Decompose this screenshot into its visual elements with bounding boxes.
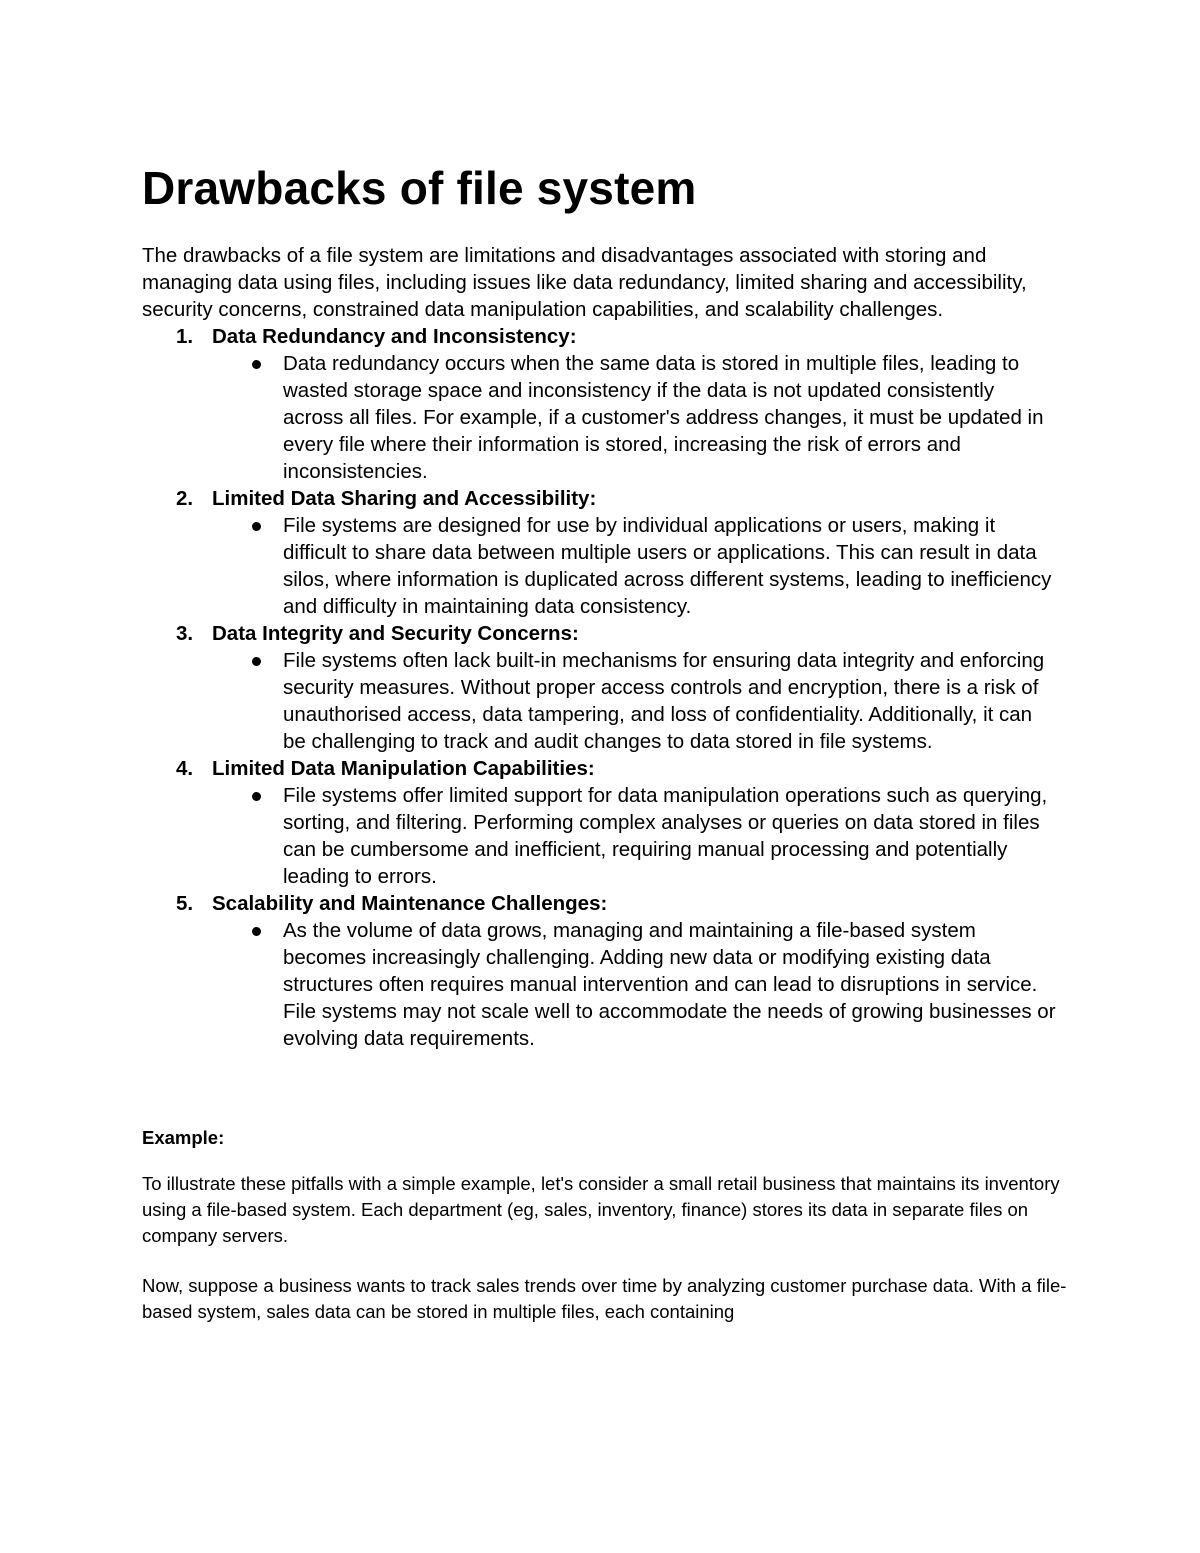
- item-heading-text: Scalability and Maintenance Challenges: [212, 892, 601, 915]
- drawbacks-list: [142, 323, 1072, 1052]
- item-number: 4.: [176, 757, 194, 780]
- list-item: [142, 755, 1072, 890]
- item-heading: [142, 323, 1072, 350]
- item-colon: :: [600, 892, 608, 915]
- bullet-icon: [252, 657, 261, 666]
- bullet-icon: [252, 360, 261, 369]
- bullet-text: Data redundancy occurs when the same data is stored in multiple files, leading to wasted storage space and inconsistency if the data is not updated consistently across all files. For example, if a customer's address changes, it must be updated in every file where their information is stored, increasing the risk of errors and inconsistencies.: [283, 352, 1044, 483]
- example-paragraph: Now, suppose a business wants to track sales trends over time by analyzing customer purchase data. With a file-based system, sales data can be stored in multiple files, each containing: [142, 1275, 1067, 1322]
- bullet-text: File systems are designed for use by individual applications or users, making it difficult to share data between multiple users or applications. This can result in data silos, where information is duplicated across different systems, leading to inefficiency and difficulty in maintaining data consistency.: [283, 514, 1052, 618]
- item-number: 2.: [176, 487, 194, 510]
- bullet-icon: [252, 792, 261, 801]
- item-heading-text: Limited Data Sharing and Accessibility: [212, 487, 590, 510]
- item-heading-text: Data Integrity and Security Concerns: [212, 622, 572, 645]
- bullet-text: File systems offer limited support for data manipulation operations such as querying, sorting, and filtering. Performing complex analyses or queries on data stored in files can be cumbersome and inefficient, requiring manual processing and potentially leading to errors.: [283, 784, 1048, 888]
- item-heading-text: Data Redundancy and Inconsistency: [212, 325, 570, 348]
- item-heading: [142, 890, 1072, 917]
- item-number: 3.: [176, 622, 194, 645]
- item-number: 1.: [176, 325, 194, 348]
- bullet-item: [142, 917, 1072, 1052]
- item-heading: [142, 620, 1072, 647]
- document-page: [142, 158, 1072, 1325]
- item-colon: :: [589, 487, 597, 510]
- page-title: Drawbacks of file system: [142, 162, 697, 214]
- bullet-text: File systems often lack built-in mechanisms for ensuring data integrity and enforcing security measures. Without proper access controls and encryption, there is a risk of unauthorised access, data tampering, and loss of confidentiality. Additionally, it can be challenging to track and audit changes to data stored in file systems.: [283, 649, 1045, 753]
- list-item: [142, 485, 1072, 620]
- bullet-item: [142, 782, 1072, 890]
- list-item: [142, 620, 1072, 755]
- bullet-item: [142, 350, 1072, 485]
- item-colon: :: [569, 325, 577, 348]
- item-number: 5.: [176, 892, 194, 915]
- bullet-icon: [252, 522, 261, 531]
- example-heading: Example:: [142, 1127, 225, 1148]
- item-heading: [142, 485, 1072, 512]
- item-colon: :: [587, 757, 595, 780]
- bullet-icon: [252, 927, 261, 936]
- item-heading-text: Limited Data Manipulation Capabilities: [212, 757, 588, 780]
- bullet-text: As the volume of data grows, managing and maintaining a file-based system becomes increasingly challenging. Adding new data or modifying existing data structures often requires manual intervention and can lead to disruptions in service. File systems may not scale well to accommodate the needs of growing businesses or evolving data requirements.: [283, 919, 1056, 1050]
- bullet-item: [142, 512, 1072, 620]
- intro-paragraph: The drawbacks of a file system are limitations and disadvantages associated with storing and managing data using files, including issues like data redundancy, limited sharing and accessibility, security concerns, constrained data manipulation capabilities, and scalability challenges.: [142, 244, 1027, 321]
- item-heading: [142, 755, 1072, 782]
- list-item: [142, 323, 1072, 485]
- bullet-item: [142, 647, 1072, 755]
- item-colon: :: [571, 622, 579, 645]
- example-paragraph: To illustrate these pitfalls with a simple example, let's consider a small retail business that maintains its inventory using a file-based system. Each department (eg, sales, inventory, finance) stores its data in separate files on company servers.: [142, 1173, 1060, 1246]
- list-item: [142, 890, 1072, 1052]
